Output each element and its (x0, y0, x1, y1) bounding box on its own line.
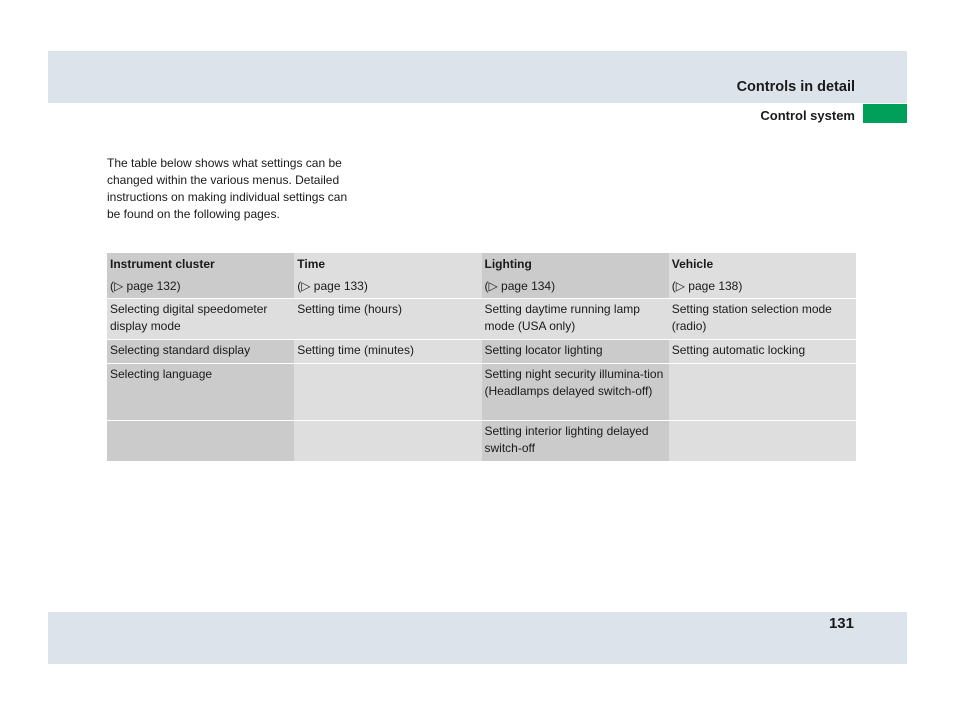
intro-paragraph: The table below shows what settings can be changed within the various menus. Detailed instructions on making individual settings can be found on the following pages. (107, 156, 348, 221)
table-page-ref-row (107, 276, 856, 299)
table-cell: Setting time (minutes) (294, 340, 481, 364)
table-cell: Setting station selection mode (radio) (669, 299, 856, 340)
table-cell: Selecting standard display (107, 340, 294, 364)
table-cell (669, 364, 856, 421)
page-ref: (▷ page 134) (482, 276, 669, 299)
table-cell: Setting locator lighting (482, 340, 669, 364)
page-number: 131 (828, 615, 854, 632)
table-row (107, 340, 856, 364)
table-cell: Setting interior lighting delayed switch-off (482, 421, 669, 462)
table-cell: Setting automatic locking (669, 340, 856, 364)
column-header-time: Time (294, 253, 481, 277)
table-row (107, 421, 856, 462)
table-row (107, 364, 856, 421)
page-ref: (▷ page 133) (294, 276, 481, 299)
settings-table (107, 252, 856, 461)
table-cell: Selecting language (107, 364, 294, 421)
page-ref: (▷ page 132) (107, 276, 294, 299)
header-band (48, 51, 907, 103)
subsection-title: Control system (760, 108, 855, 123)
table-cell: Selecting digital speedometer display mode (107, 299, 294, 340)
section-tab-marker (863, 104, 907, 123)
table-cell: Setting time (hours) (294, 299, 481, 340)
table-header-row (107, 253, 856, 277)
table-cell: Setting daytime running lamp mode (USA only) (482, 299, 669, 340)
column-header-instrument-cluster: Instrument cluster (107, 253, 294, 277)
table-cell (294, 364, 481, 421)
table-cell (107, 421, 294, 462)
table-cell (294, 421, 481, 462)
table-cell (669, 421, 856, 462)
table-row (107, 299, 856, 340)
page-ref: (▷ page 138) (669, 276, 856, 299)
footer-band (48, 612, 907, 664)
section-title: Controls in detail (736, 79, 855, 95)
table-cell: Setting night security illumina-tion (Headlamps delayed switch-off) (482, 364, 669, 421)
column-header-vehicle: Vehicle (669, 253, 856, 277)
column-header-lighting: Lighting (482, 253, 669, 277)
